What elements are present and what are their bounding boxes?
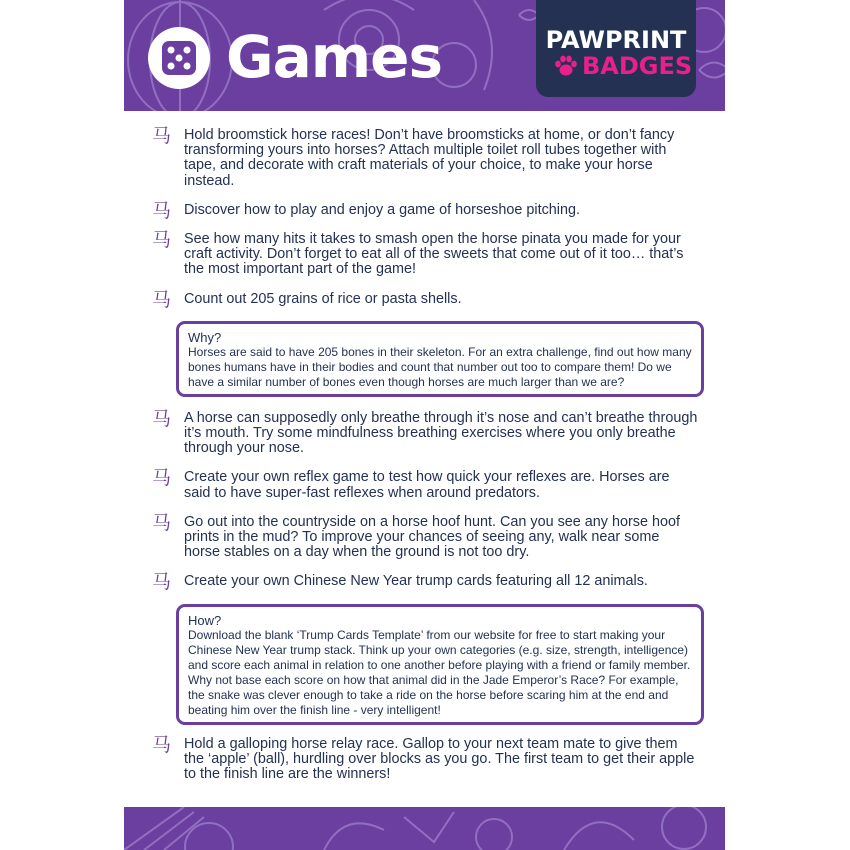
horse-character-bullet: 马 [152,288,172,311]
brand-name-top: PAWPRINT [545,26,687,54]
horse-character-bullet: 马 [152,733,172,756]
horse-character-bullet: 马 [152,571,172,594]
brand-name-row [554,52,694,80]
callout-text: Download the blank ‘Trump Cards Template’ from our website for free to start making your Chinese New Year trump stack. Think up your own categories (e.g. size, strength, intelligence) and score each animal in relation to one another before playing with a friend or family member. Why not base each score on how that animal did in the Jade Emperor’s Race? For example, the snake was clever enough to take a ride on the horse before scaring him at the end and beating him over the finish line - very intelligent! [188,627,691,717]
activity-page [124,0,725,850]
brand-name-bottom: BADGES [582,52,693,80]
item-text: Go out into the countryside on a horse hoof hunt. Can you see any horse hoof prints in the mud? To improve your chances of seeing any, walk near some horse stables on a day when the ground is not too dry. [184,513,681,561]
item-text: Discover how to play and enjoy a game of horseshoe pitching. [184,201,580,218]
callout-title: Why? [188,329,222,345]
horse-character-bullet: 马 [152,467,172,490]
horse-character-bullet: 马 [152,125,172,147]
list-item [152,288,698,311]
how-callout-box [176,604,704,725]
footer-decoration [124,807,725,850]
page-footer [124,807,725,850]
item-text: Hold a galloping horse relay race. Gallop to your next team mate to give them the ‘apple’ (ball), hurdling over blocks as you go. The first team to get their apple to the finish line are the winners! [184,735,695,783]
list-item [152,199,698,222]
item-text: Create your own Chinese New Year trump cards featuring all 12 animals. [184,573,648,590]
page-title: Games [226,23,443,91]
page-header [124,0,725,111]
paw-icon [554,55,578,77]
horse-character-bullet: 马 [152,229,172,252]
list-item [152,733,698,783]
activity-list [152,125,698,783]
list-item [152,229,698,278]
item-text: See how many hits it takes to smash open the horse pinata you made for your craft activity. Don’t forget to eat all of the sweets that come out of it too… that’s the most important part of the game! [184,231,684,278]
item-text: A horse can supposedly only breathe through it’s nose and can’t breathe through it’s mouth. Try some mindfulness breathing exercises where you only breathe through your nose. [184,409,698,457]
list-item [152,571,698,594]
horse-character-bullet: 马 [152,511,172,534]
horse-character-bullet: 马 [152,407,172,430]
callout-text: Horses are said to have 205 bones in their skeleton. For an extra challenge, find out how many bones humans have in their bodies and count that number out too to compare them! Do we have a similar number of bones even though horses are much larger than we are? [188,344,692,389]
dice-icon [148,27,210,89]
callout-title: How? [188,612,222,628]
horse-character-bullet: 马 [152,199,172,222]
why-callout-box [176,321,704,397]
item-text: Hold broomstick horse races! Don’t have broomsticks at home, or don’t fancy transforming yours into horses? Attach multiple toilet roll tubes together with tape, and decorate with craft materials of your choice, to make your horse instead. [184,127,675,189]
list-item [152,511,698,561]
list-item [152,407,698,457]
list-item [152,125,698,189]
item-text: Create your own reflex game to test how quick your reflexes are. Horses are said to have super-fast reflexes when around predators. [184,469,670,501]
item-text: Count out 205 grains of rice or pasta shells. [184,290,462,307]
list-item [152,467,698,501]
brand-logo [536,0,696,97]
